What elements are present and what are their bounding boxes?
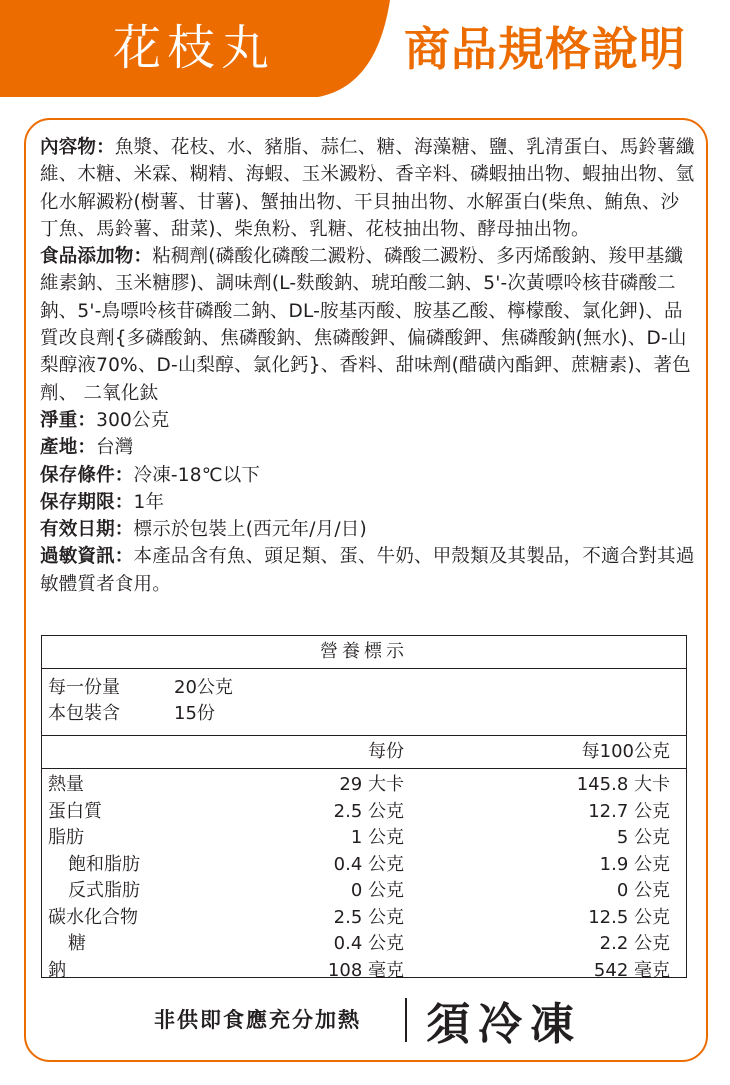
spec-label: 有效日期： bbox=[40, 519, 134, 541]
spec-value: 粘稠劑(磷酸化磷酸二澱粉、磷酸二澱粉、多丙烯酸鈉、羧甲基纖維素鈉、玉米糖膠)、調味劑(L-麩酸鈉、琥珀酸二鈉、5'-次黃嘌呤核苷磷酸二鈉、5'-鳥嘌呤核苷磷酸二鈉、DL-胺基丙酸、胺基乙酸、檸檬酸、氯化鉀)、品質改良劑{多磷酸鈉、焦磷酸鈉、焦磷酸鉀、偏磷酸鉀、焦磷酸鈉(無水)、D-山梨醇液70%、D-山梨醇、氯化鈣}、香料、甜味劑(醋磺內酯鉀、蔗糖素)、著色劑、 二氧化鈦 bbox=[40, 246, 691, 404]
nutrition-row-sodium bbox=[42, 958, 686, 985]
nutrition-title: 營養標示 bbox=[42, 636, 686, 669]
per-serving-value: 0 公克 bbox=[350, 880, 404, 901]
spec-value: 台灣 bbox=[96, 437, 134, 459]
column-per-serving: 每份 bbox=[368, 741, 404, 762]
nutrient-name: 脂肪 bbox=[48, 827, 84, 848]
nutrition-row-energy bbox=[42, 772, 686, 799]
per-100g-value: 2.2 公克 bbox=[599, 933, 670, 954]
spec-value: 本產品含有魚、頭足類、蛋、牛奶、甲殼類及其製品，不適合對其過敏體質者食用。 bbox=[40, 546, 695, 595]
nutrition-row-fat bbox=[42, 825, 686, 852]
spec-expiry-date bbox=[40, 516, 696, 543]
serving-info bbox=[42, 669, 686, 736]
spec-value: 標示於包裝上(西元年/月/日) bbox=[133, 519, 367, 541]
nutrient-name: 鈉 bbox=[48, 959, 66, 981]
nutrition-row-carbohydrate bbox=[42, 905, 686, 932]
nutrition-row-trans-fat bbox=[42, 878, 686, 905]
nutrition-column-headers bbox=[42, 736, 686, 769]
nutrient-name: 糖 bbox=[68, 933, 86, 954]
product-name bbox=[0, 0, 380, 98]
spec-net-weight bbox=[40, 407, 696, 434]
spec-label: 內容物： bbox=[40, 137, 115, 158]
nutrient-name: 碳水化合物 bbox=[48, 906, 138, 928]
nutrient-name: 蛋白質 bbox=[48, 800, 102, 822]
column-per-100g: 每100公克 bbox=[581, 741, 670, 762]
nutrition-row-saturated-fat bbox=[42, 852, 686, 879]
spec-value: 300公克 bbox=[96, 409, 170, 431]
spec-value: 魚漿、花枝、水、豬脂、蒜仁、糖、海藻糖、鹽、乳清蛋白、馬鈴薯纖維、木糖、米霖、糊精、海蝦、玉米澱粉、香辛料、磷蝦抽出物、蝦抽出物、氫化水解澱粉(樹薯、甘薯)、蟹抽出物、干貝抽出物、水解蛋白(柴魚、鮪魚、沙丁魚、馬鈴薯、甜菜)、柴魚粉、乳糖、花枝抽出物、酵母抽出物。 bbox=[40, 137, 695, 240]
heating-notice: 非供即食應充分加熱 bbox=[154, 1008, 361, 1032]
spec-ingredients bbox=[40, 134, 696, 243]
per-serving-value: 2.5 公克 bbox=[333, 906, 404, 928]
per-100g-value: 0 公克 bbox=[616, 880, 670, 901]
per-100g-value: 542 毫克 bbox=[593, 959, 670, 981]
spec-storage-condition bbox=[40, 462, 696, 489]
frozen-notice: 須冷凍 bbox=[426, 999, 582, 1050]
spec-value: 1年 bbox=[133, 491, 165, 513]
per-100g-value: 145.8 大卡 bbox=[576, 774, 670, 795]
per-100g-value: 12.7 公克 bbox=[588, 800, 670, 822]
footer-divider bbox=[405, 998, 407, 1042]
spec-additives bbox=[40, 243, 696, 407]
per-serving-value: 29 大卡 bbox=[339, 774, 404, 795]
spec-value: 冷凍-18℃以下 bbox=[133, 464, 261, 486]
serving-size-row bbox=[48, 675, 686, 701]
nutrition-rows bbox=[42, 769, 686, 984]
footer-notice bbox=[140, 988, 600, 1050]
product-name-text: 花枝丸 bbox=[112, 20, 275, 76]
spec-allergen-info bbox=[40, 543, 696, 598]
per-serving-value: 1 公克 bbox=[350, 827, 404, 848]
serving-label: 本包裝含 bbox=[48, 703, 120, 724]
spec-origin bbox=[40, 434, 696, 461]
per-serving-value: 0.4 公克 bbox=[333, 853, 404, 875]
spec-label: 產地： bbox=[40, 437, 97, 459]
nutrition-row-protein bbox=[42, 799, 686, 826]
spec-label: 食品添加物： bbox=[40, 246, 153, 268]
product-name-banner bbox=[0, 0, 392, 98]
spec-shelf-life bbox=[40, 489, 696, 516]
per-serving-value: 108 毫克 bbox=[327, 959, 404, 981]
per-serving-value: 0.4 公克 bbox=[333, 933, 404, 954]
nutrient-name: 飽和脂肪 bbox=[68, 853, 140, 875]
nutrient-name: 反式脂肪 bbox=[68, 880, 140, 901]
per-100g-value: 1.9 公克 bbox=[599, 853, 670, 875]
nutrient-name: 熱量 bbox=[48, 774, 84, 795]
spec-label: 保存條件： bbox=[40, 464, 134, 486]
servings-per-package-row bbox=[48, 701, 686, 727]
serving-label: 每一份量 bbox=[48, 677, 120, 698]
spec-label: 過敏資訊： bbox=[40, 546, 134, 568]
nutrition-table bbox=[41, 635, 687, 981]
spec-label: 淨重： bbox=[40, 409, 97, 431]
per-100g-value: 12.5 公克 bbox=[588, 906, 670, 928]
spec-label: 保存期限： bbox=[40, 491, 134, 513]
per-100g-value: 5 公克 bbox=[616, 827, 670, 848]
nutrition-row-sugar bbox=[42, 931, 686, 958]
serving-value: 20公克 bbox=[174, 677, 233, 698]
page-title: 商品規格說明 bbox=[404, 22, 686, 76]
serving-value: 15份 bbox=[174, 703, 215, 724]
spec-list bbox=[40, 134, 696, 598]
per-serving-value: 2.5 公克 bbox=[333, 800, 404, 822]
